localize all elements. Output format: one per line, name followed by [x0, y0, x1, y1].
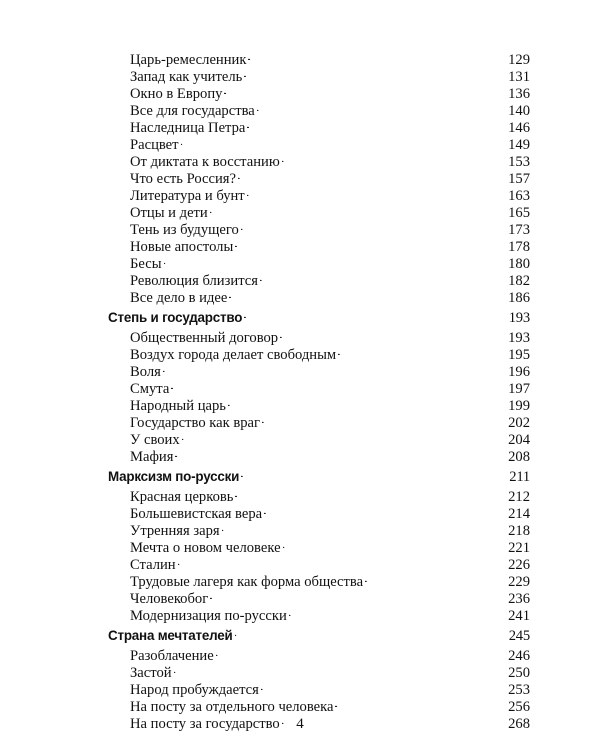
toc-entry-row [108, 268, 530, 289]
toc-entry-title: Государство как враг [130, 415, 261, 431]
toc-page-number: 146 [508, 120, 530, 136]
dot-leader [244, 305, 507, 322]
dot-leader [238, 166, 506, 183]
dot-leader [222, 518, 507, 535]
toc-entry-row [108, 251, 530, 272]
toc-entry-title: Царь-ремесленник [130, 52, 247, 68]
toc-entry-title: Литература и бунт [130, 188, 245, 204]
dot-leader [244, 64, 506, 81]
toc-entry-title: Отцы и дети [130, 205, 208, 221]
toc-page-number: 221 [508, 540, 530, 556]
toc-entry-row [108, 603, 530, 624]
toc-entry-row [108, 535, 530, 556]
toc-page-number: 182 [508, 273, 530, 289]
toc-entry-title: Народный царь [130, 398, 226, 414]
dot-leader [257, 98, 506, 115]
toc-page-number: 250 [508, 665, 530, 681]
toc-page-number: 241 [508, 608, 530, 624]
toc-entry-row [108, 484, 530, 505]
toc-entry-title: Революция близится [130, 273, 258, 289]
toc-page-number: 173 [508, 222, 530, 238]
dot-leader [282, 149, 506, 166]
dot-leader [175, 444, 506, 461]
toc-page-number: 195 [508, 347, 530, 363]
toc-page-number: 253 [508, 682, 530, 698]
toc-entry-title: Трудовые лагеря как форма общества [130, 574, 364, 590]
dot-leader [247, 183, 506, 200]
toc-entry-row [108, 285, 530, 306]
toc-entry-row [108, 427, 530, 448]
toc-page-number: 131 [508, 69, 530, 85]
toc-entry-title: Мафия [130, 449, 174, 465]
toc-entry-row [108, 552, 530, 573]
dot-leader [338, 342, 506, 359]
toc-entry-title: Наследница Петра [130, 120, 246, 136]
toc-page-number: 245 [508, 628, 530, 644]
toc-entry-row [108, 47, 530, 68]
toc-entry-title: Разоблачение [130, 648, 214, 664]
dot-leader [264, 501, 506, 518]
toc-page-number: 246 [508, 648, 530, 664]
toc-entry-title: От диктата к восстанию [130, 154, 280, 170]
toc-section-title: Степь и государство [108, 310, 243, 325]
dot-leader [210, 200, 506, 217]
toc-entry-title: Окно в Европу [130, 86, 223, 102]
dot-leader [181, 132, 507, 149]
toc-page-number: 256 [508, 699, 530, 715]
toc-page-number: 180 [508, 256, 530, 272]
toc-page-number: 199 [508, 398, 530, 414]
dot-leader [164, 251, 507, 268]
dot-leader [261, 677, 506, 694]
dot-leader [248, 47, 506, 64]
toc-entry-row [108, 359, 530, 380]
dot-leader [229, 285, 506, 302]
dot-leader [289, 603, 506, 620]
toc-page-number: 196 [508, 364, 530, 380]
toc-entry-row [108, 376, 530, 397]
toc-entry-row [108, 586, 530, 607]
toc-page-number: 211 [509, 469, 530, 485]
toc-page-number: 197 [508, 381, 530, 397]
toc-entry-row [108, 569, 530, 590]
toc-entry-row [108, 501, 530, 522]
toc-entry-title: Тень из будущего [130, 222, 239, 238]
dot-leader [280, 325, 506, 342]
dot-leader [241, 464, 507, 481]
toc-page-number: 165 [508, 205, 530, 221]
toc-entry-title: Красная церковь [130, 489, 234, 505]
dot-leader [365, 569, 506, 586]
dot-leader [247, 115, 506, 132]
dot-leader [235, 484, 506, 501]
toc-entry-row [108, 410, 530, 431]
toc-entry-title: Все дело в идее [130, 290, 228, 306]
page-number: 4 [296, 716, 304, 732]
toc-entry-title: Сталин [130, 557, 176, 573]
dot-leader [335, 694, 506, 711]
dot-leader [224, 81, 506, 98]
toc-page-number: 208 [508, 449, 530, 465]
toc-entry-row [108, 166, 530, 187]
toc-page-number: 186 [508, 290, 530, 306]
toc-entry-title: Застой [130, 665, 172, 681]
dot-leader [216, 643, 506, 660]
dot-leader [171, 376, 506, 393]
toc-page-number: 212 [508, 489, 530, 505]
toc-entry-title: Общественный договор [130, 330, 279, 346]
dot-leader [210, 586, 506, 603]
dot-leader [178, 552, 507, 569]
toc-entry-row [108, 677, 530, 698]
toc-entry-row [108, 183, 530, 204]
toc-entry-title: Все для государства [130, 103, 255, 119]
dot-leader [241, 217, 506, 234]
dot-leader [174, 660, 507, 677]
toc-entry-title: Модернизация по-русски [130, 608, 287, 624]
toc-section-title: Страна мечтателей [108, 628, 233, 643]
toc-entry-row [108, 98, 530, 119]
toc-entry-row [108, 115, 530, 136]
toc-entry-title: Большевистская вера [130, 506, 263, 522]
toc-entry-row [108, 64, 530, 85]
toc-page-number: 140 [508, 103, 530, 119]
toc-page-number: 163 [508, 188, 530, 204]
toc-entry-row [108, 234, 530, 255]
dot-leader [235, 623, 507, 640]
toc-entry-row [108, 342, 530, 363]
toc-entry-title: Что есть Россия? [130, 171, 236, 187]
toc-page-number: 218 [508, 523, 530, 539]
toc-page-number: 129 [508, 52, 530, 68]
toc-entry-title: Расцвет [130, 137, 179, 153]
toc-page-number: 226 [508, 557, 530, 573]
toc-entry-row [108, 149, 530, 170]
toc-entry-row [108, 217, 530, 238]
toc-entry-title: Запад как учитель [130, 69, 243, 85]
toc-page-number: 178 [508, 239, 530, 255]
toc-entry-title: Воля [130, 364, 161, 380]
toc-entry-row [108, 643, 530, 664]
toc-entry-row [108, 518, 530, 539]
toc-page-number: 193 [508, 330, 530, 346]
toc-entry-title: Бесы [130, 256, 162, 272]
toc-page-number: 153 [508, 154, 530, 170]
toc-entry-row [108, 200, 530, 221]
dot-leader [260, 268, 506, 285]
toc-page-number: 236 [508, 591, 530, 607]
dot-leader [283, 535, 507, 552]
toc-section-title: Марксизм по-русски [108, 469, 240, 484]
toc-entry-row [108, 81, 530, 102]
toc-section-row [108, 464, 530, 485]
toc-page-number: 136 [508, 86, 530, 102]
toc-entry-row [108, 325, 530, 346]
toc-entry-row [108, 444, 530, 465]
dot-leader [163, 359, 506, 376]
toc-entry-row [108, 694, 530, 715]
toc-entry-row [108, 660, 530, 681]
toc-page-number: 229 [508, 574, 530, 590]
toc-entry-title: Народ пробуждается [130, 682, 259, 698]
toc-section-row [108, 623, 530, 644]
dot-leader [228, 393, 506, 410]
dot-leader [262, 410, 506, 427]
toc-section-row [108, 305, 530, 326]
toc-entry-row [108, 132, 530, 153]
dot-leader [182, 427, 506, 444]
toc-entry-title: Мечта о новом человеке [130, 540, 281, 556]
toc-entry-title: У своих [130, 432, 180, 448]
toc-entry-title: На посту за государство [130, 716, 280, 732]
toc-page-number: 202 [508, 415, 530, 431]
toc-entry-title: Человекобог [130, 591, 209, 607]
toc-entry-row [108, 393, 530, 414]
toc-entry-title: Воздух города делает свободным [130, 347, 337, 363]
toc-entry-title: Новые апостолы [130, 239, 234, 255]
toc-entry-title: На посту за отдельного человека [130, 699, 334, 715]
toc-entry-title: Смута [130, 381, 170, 397]
toc-page-number: 193 [508, 310, 530, 326]
toc-page-number: 268 [508, 716, 530, 732]
toc-page-number: 149 [508, 137, 530, 153]
dot-leader [235, 234, 506, 251]
toc-page-number: 214 [508, 506, 530, 522]
toc-page-number: 157 [508, 171, 530, 187]
table-of-contents [108, 47, 530, 732]
toc-entry-title: Утренняя заря [130, 523, 220, 539]
toc-page-number: 204 [508, 432, 530, 448]
